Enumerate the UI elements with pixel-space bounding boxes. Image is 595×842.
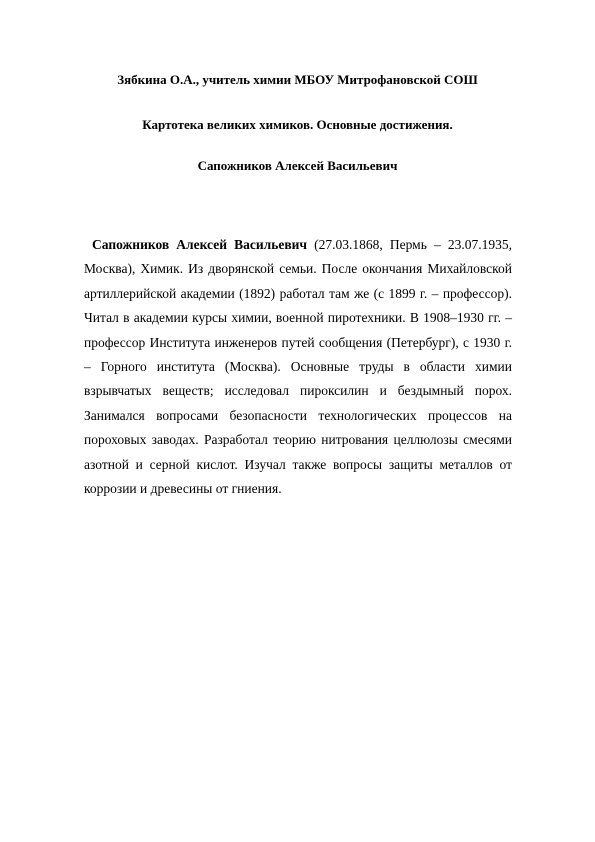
biography-name: Сапожников Алексей Васильевич: [92, 237, 308, 252]
author-line: Зябкина О.А., учитель химии МБОУ Митрофановской СОШ: [117, 72, 478, 87]
biography-text: (27.03.1868, Пермь – 23.07.1935, Москва), Химик. Из дворянской семьи. После окончания Михайловской артиллерийской академии (1892) работал там же (с 1899 г. – профессор). Читал в академии курсы химии, военной пиротехники. В 1908–1930 гг. – профессор Института инженеров путей сообщения (Петербург), с 1930 г. – Горного института (Москва). Основные труды в области химии взрывчатых веществ; исследовал пироксилин и бездымный порох. Занимался вопросами безопасности технологических процессов на пороховых заводах. Разработал теорию нитрования целлюлозы смесями азотной и серной кислот. Изучал также вопросы защиты металлов от коррозии и древесины от гниения.: [84, 237, 512, 497]
biography-paragraph: [84, 233, 512, 501]
document-title: Картотека великих химиков. Основные достижения.: [142, 117, 453, 132]
person-name-heading: Сапожников Алексей Васильевич: [197, 158, 398, 173]
